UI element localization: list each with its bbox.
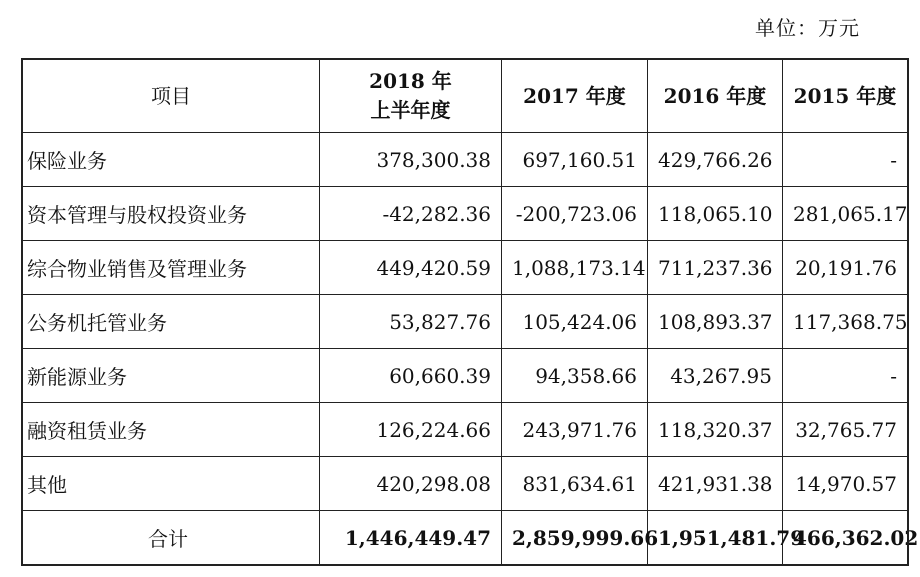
unit-label: 单位：万元 [755, 16, 860, 40]
value-2017: 94,358.66 [502, 349, 648, 403]
total-2016: 1,951,481.79 [648, 511, 783, 565]
table-row [23, 349, 908, 403]
value-2017: 105,424.06 [502, 295, 648, 349]
total-row [23, 511, 908, 565]
value-2015: 14,970.57 [783, 457, 908, 511]
value-2015: 281,065.17 [783, 187, 908, 241]
value-2015: - [783, 133, 908, 187]
table-row [23, 133, 908, 187]
value-2016: 118,065.10 [648, 187, 783, 241]
value-2017: 243,971.76 [502, 403, 648, 457]
value-2018-h1: 449,420.59 [320, 241, 502, 295]
value-2016: 421,931.38 [648, 457, 783, 511]
value-2018-h1: 53,827.76 [320, 295, 502, 349]
value-2018-h1: -42,282.36 [320, 187, 502, 241]
value-2018-h1: 60,660.39 [320, 349, 502, 403]
header-item: 项目 [23, 60, 320, 133]
value-2016: 118,320.37 [648, 403, 783, 457]
value-2015: - [783, 349, 908, 403]
value-2016: 711,237.36 [648, 241, 783, 295]
row-name: 公务机托管业务 [23, 295, 320, 349]
value-2018-h1: 378,300.38 [320, 133, 502, 187]
total-label: 合计 [23, 511, 320, 565]
value-2015: 117,368.75 [783, 295, 908, 349]
value-2016: 43,267.95 [648, 349, 783, 403]
value-2017: 831,634.61 [502, 457, 648, 511]
table-row [23, 403, 908, 457]
table-row [23, 295, 908, 349]
total-2017: 2,859,999.66 [502, 511, 648, 565]
row-name: 其他 [23, 457, 320, 511]
header-2017: 2017 年度 [502, 60, 648, 133]
header-2018-line2: 上半年度 [370, 98, 451, 122]
table-row [23, 241, 908, 295]
value-2018-h1: 126,224.66 [320, 403, 502, 457]
row-name: 新能源业务 [23, 349, 320, 403]
value-2015: 32,765.77 [783, 403, 908, 457]
row-name: 资本管理与股权投资业务 [23, 187, 320, 241]
header-2016: 2016 年度 [648, 60, 783, 133]
header-2018-h1 [320, 60, 502, 133]
financial-table [22, 59, 919, 565]
header-2015: 2015 年度 [783, 60, 908, 133]
table-row [23, 187, 908, 241]
row-name: 综合物业销售及管理业务 [23, 241, 320, 295]
header-2018-line1: 2018 年 [369, 69, 452, 93]
row-name: 保险业务 [23, 133, 320, 187]
total-2015: 466,362.02 [783, 511, 908, 565]
value-2018-h1: 420,298.08 [320, 457, 502, 511]
value-2016: 429,766.26 [648, 133, 783, 187]
value-2015: 20,191.76 [783, 241, 908, 295]
value-2016: 108,893.37 [648, 295, 783, 349]
total-2018-h1: 1,446,449.47 [320, 511, 502, 565]
table-row [23, 457, 908, 511]
value-2017: 697,160.51 [502, 133, 648, 187]
value-2017: 1,088,173.14 [502, 241, 648, 295]
row-name: 融资租赁业务 [23, 403, 320, 457]
header-row [23, 60, 908, 133]
value-2017: -200,723.06 [502, 187, 648, 241]
